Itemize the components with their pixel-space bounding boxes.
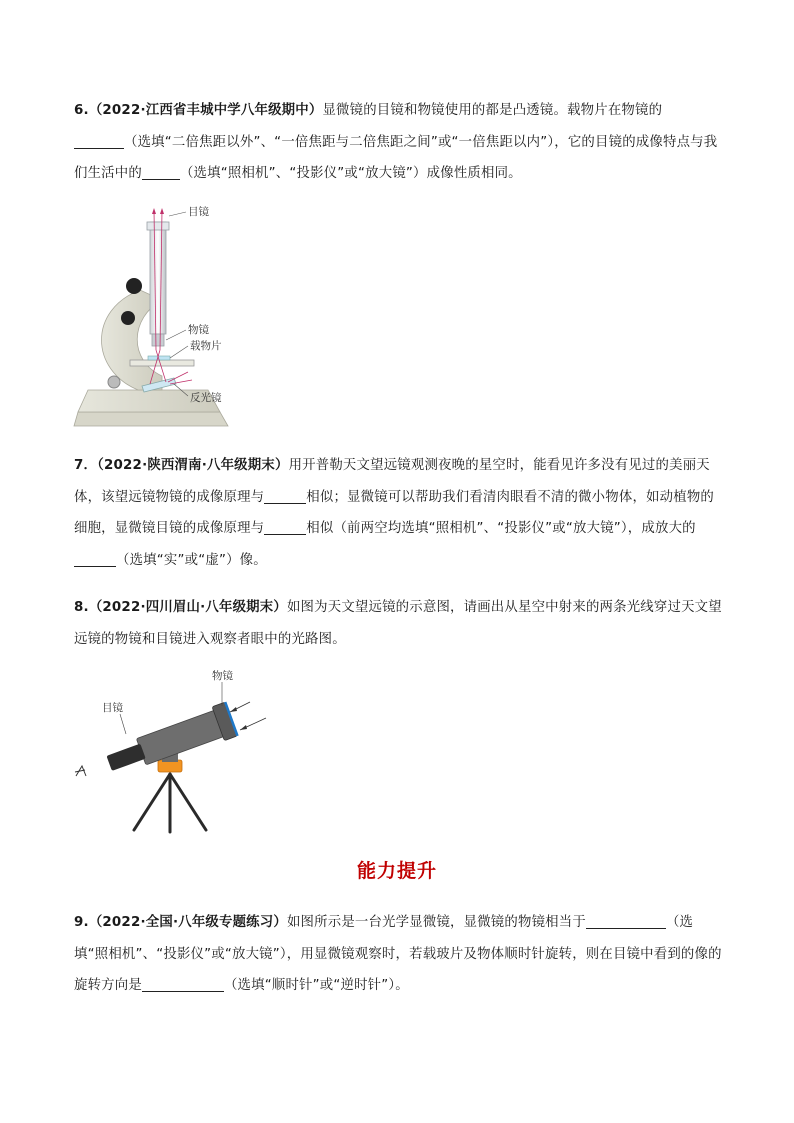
- answer-blank-1[interactable]: [586, 912, 666, 929]
- question-7: [74, 450, 726, 576]
- question-source: （2022·四川眉山·八年级期末）: [88, 600, 287, 615]
- question-number: 9.: [74, 915, 89, 930]
- answer-blank-3[interactable]: [74, 550, 116, 567]
- telescope-illustration: [70, 664, 280, 834]
- answer-blank-1[interactable]: [74, 132, 124, 149]
- question-8: [74, 592, 726, 655]
- question-source: （2022·江西省丰城中学八年级期中）: [88, 103, 323, 118]
- question-text: （选填“照相机”、“投影仪”或“放大镜”）成像性质相同。: [179, 166, 522, 181]
- objective-label: 物镜: [212, 670, 233, 682]
- question-number: 8.: [74, 600, 89, 615]
- question-text: （选填“照相机”、“投影仪”或“放大镜”），用显微镜观察时，若载玻片及物体顺时针旋转，则在目镜中看到的像的旋转方向是: [74, 915, 722, 993]
- question-text: 用开普勒天文望远镜观测夜晚的星空时，能看见许多没有见过的美丽天体，该望远镜物镜的成像原理与: [74, 458, 710, 505]
- answer-blank-2[interactable]: [264, 518, 306, 535]
- question-text: 相似（前两空均选填“照相机”、“投影仪”或“放大镜”），成放大的: [306, 521, 696, 536]
- slide-label: 载物片: [190, 340, 222, 352]
- eyepiece-label: 目镜: [188, 206, 209, 218]
- section-title: 能力提升: [356, 860, 437, 882]
- question-text: 如图为天文望远镜的示意图，请画出从星空中射来的两条光线穿过天文望远镜的物镜和目镜进入观察者眼中的光路图。: [74, 600, 722, 647]
- microscope-illustration: [70, 200, 260, 432]
- question-source: （2022·全国·八年级专题练习）: [88, 915, 287, 930]
- answer-blank-1[interactable]: [264, 487, 306, 504]
- question-text: 如图所示是一台光学显微镜，显微镜的物镜相当于: [286, 915, 586, 930]
- objective-label: 物镜: [188, 324, 209, 336]
- question-text: （选填“二倍焦距以外”、“一倍焦距与二倍焦距之间”或“一倍焦距以内”），它的目镜的成像特点与我们生活中的: [74, 134, 718, 181]
- microscope-figure: [70, 200, 260, 432]
- mirror-label: 反光镜: [190, 392, 222, 404]
- eyepiece-label: 目镜: [102, 702, 123, 714]
- question-9: [74, 907, 726, 1002]
- question-text: （选填“顺时针”或“逆时针”）。: [223, 978, 409, 993]
- telescope-figure: [70, 664, 280, 834]
- question-number: 6.: [74, 103, 89, 118]
- question-text: （选填“实”或“虚”）像。: [116, 552, 267, 568]
- question-6: [74, 95, 726, 190]
- question-source: （2022·陕西渭南·八年级期末）: [97, 458, 289, 473]
- answer-blank-2[interactable]: [142, 163, 180, 180]
- question-number: 7．: [74, 458, 98, 473]
- question-text: 显微镜的目镜和物镜使用的都是凸透镜。载物片在物镜的: [322, 103, 663, 118]
- question-text: 相似；显微镜可以帮助我们看清肉眼看不清的微小物体，如动植物的细胞，显微镜目镜的成像原理与: [74, 489, 714, 536]
- answer-blank-2[interactable]: [142, 975, 224, 992]
